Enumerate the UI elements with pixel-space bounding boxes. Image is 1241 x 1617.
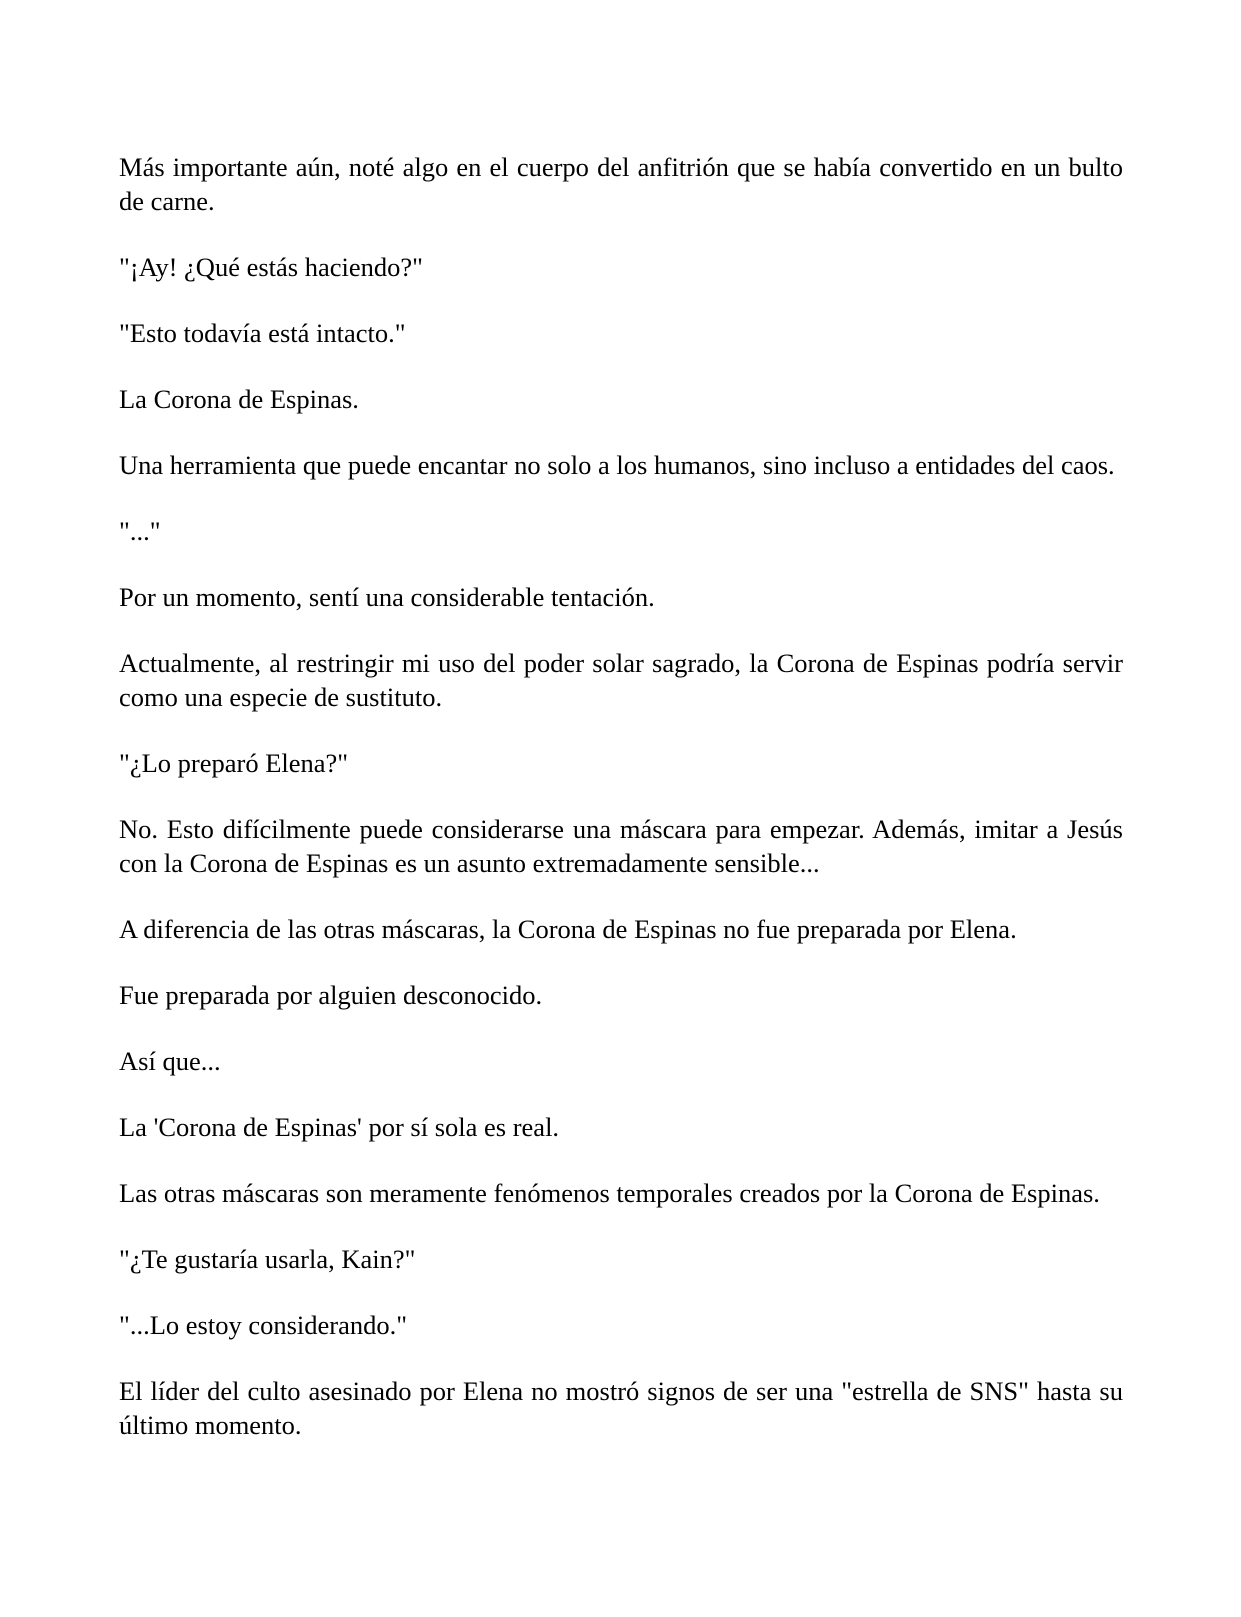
paragraph: Así que... [119, 1046, 221, 1076]
paragraph: La 'Corona de Espinas' por sí sola es real. [119, 1112, 560, 1142]
paragraph: "...Lo estoy considerando." [119, 1310, 408, 1340]
paragraph: No. Esto difícilmente puede considerarse una máscara para empezar. Además, imitar a Jesús con la Corona de Espinas es un asunto extremadamente sensible... [119, 814, 1123, 878]
document-body [119, 150, 1123, 1474]
paragraph: Más importante aún, noté algo en el cuerpo del anfitrión que se había convertido en un bulto de carne. [119, 152, 1123, 216]
paragraph: A diferencia de las otras máscaras, la Corona de Espinas no fue preparada por Elena. [119, 914, 1017, 944]
paragraph: Por un momento, sentí una considerable tentación. [119, 582, 655, 612]
paragraph: "¿Lo preparó Elena?" [119, 748, 349, 778]
paragraph: "¿Te gustaría usarla, Kain?" [119, 1244, 416, 1274]
paragraph: "¡Ay! ¿Qué estás haciendo?" [119, 252, 423, 282]
paragraph: Actualmente, al restringir mi uso del poder solar sagrado, la Corona de Espinas podría servir como una especie de sustituto. [119, 648, 1123, 712]
paragraph: Fue preparada por alguien desconocido. [119, 980, 543, 1010]
paragraph: Una herramienta que puede encantar no solo a los humanos, sino incluso a entidades del caos. [119, 450, 1115, 480]
paragraph: Las otras máscaras son meramente fenómenos temporales creados por la Corona de Espinas. [119, 1178, 1100, 1208]
paragraph: "..." [119, 516, 161, 546]
paragraph: "Esto todavía está intacto." [119, 318, 406, 348]
paragraph: La Corona de Espinas. [119, 384, 359, 414]
paragraph: El líder del culto asesinado por Elena no mostró signos de ser una "estrella de SNS" hasta su último momento. [119, 1376, 1123, 1440]
